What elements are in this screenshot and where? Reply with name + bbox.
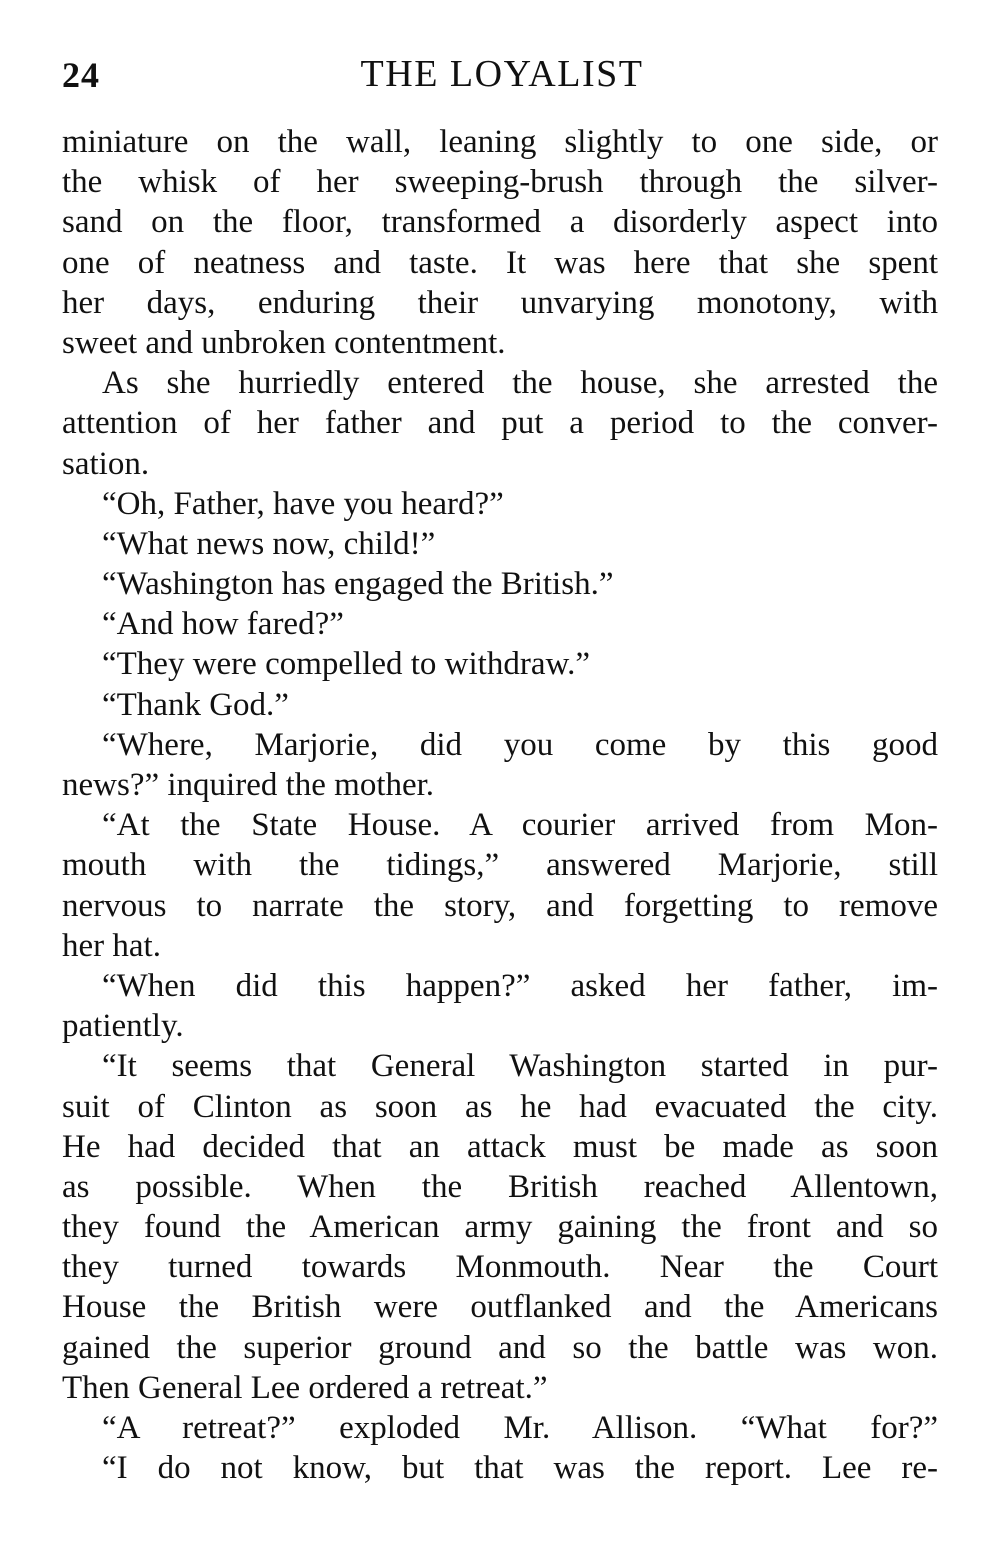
text-line: her days, enduring their unvarying monotony, with xyxy=(62,284,938,321)
text-line: one of neatness and taste. It was here that she spent xyxy=(62,244,938,281)
text-line: attention of her father and put a period to the conver- xyxy=(62,405,938,442)
text-line: “A retreat?” exploded Mr. Allison. “What for?” xyxy=(102,1410,938,1446)
body-text xyxy=(62,122,938,1488)
text-line: as possible. When the British reached Allentown, xyxy=(62,1168,938,1205)
text-line: mouth with the tidings,” answered Marjorie, still xyxy=(62,847,938,884)
text-line: nervous to narrate the story, and forgetting to remove xyxy=(62,887,938,924)
text-line: gained the superior ground and so the battle was won. xyxy=(62,1329,938,1366)
text-line: “It seems that General Washington started in pur- xyxy=(102,1048,938,1085)
text-line: “They were compelled to withdraw.” xyxy=(102,646,591,683)
text-line: “And how fared?” xyxy=(102,606,344,643)
text-line: “At the State House. A courier arrived from Mon- xyxy=(102,807,938,844)
text-line: her hat. xyxy=(62,927,161,964)
text-line: House the British were outflanked and the Americans xyxy=(62,1289,938,1326)
text-line: “Where, Marjorie, did you come by this good xyxy=(102,726,938,763)
text-line: they found the American army gaining the front and so xyxy=(62,1209,938,1246)
text-line: sweet and unbroken contentment. xyxy=(62,324,506,361)
text-line: patiently. xyxy=(62,1008,184,1045)
page-number: 24 xyxy=(62,55,100,95)
text-line: “Oh, Father, have you heard?” xyxy=(102,485,504,522)
text-line: As she hurriedly entered the house, she arrested the xyxy=(102,365,938,402)
text-line: the whisk of her sweeping-brush through the silver- xyxy=(62,164,938,201)
text-line: sand on the floor, transformed a disorderly aspect into xyxy=(62,204,938,241)
text-line: “Thank God.” xyxy=(102,686,289,723)
text-line: news?” inquired the mother. xyxy=(62,767,435,803)
text-line: Then General Lee ordered a retreat.” xyxy=(62,1369,548,1406)
text-line: He had decided that an attack must be made as soon xyxy=(62,1128,938,1165)
text-line: they turned towards Monmouth. Near the Court xyxy=(62,1249,938,1286)
page-header xyxy=(62,52,942,102)
text-line: suit of Clinton as soon as he had evacuated the city. xyxy=(62,1088,938,1125)
text-line: sation. xyxy=(62,445,150,482)
text-line: “When did this happen?” asked her father, im- xyxy=(102,967,938,1004)
running-title: THE LOYALIST xyxy=(360,53,644,95)
text-line: miniature on the wall, leaning slightly to one side, or xyxy=(62,124,938,160)
text-line: “Washington has engaged the British.” xyxy=(102,566,614,603)
text-line: “I do not know, but that was the report. Lee re- xyxy=(102,1450,938,1487)
text-line: “What news now, child!” xyxy=(102,525,436,562)
